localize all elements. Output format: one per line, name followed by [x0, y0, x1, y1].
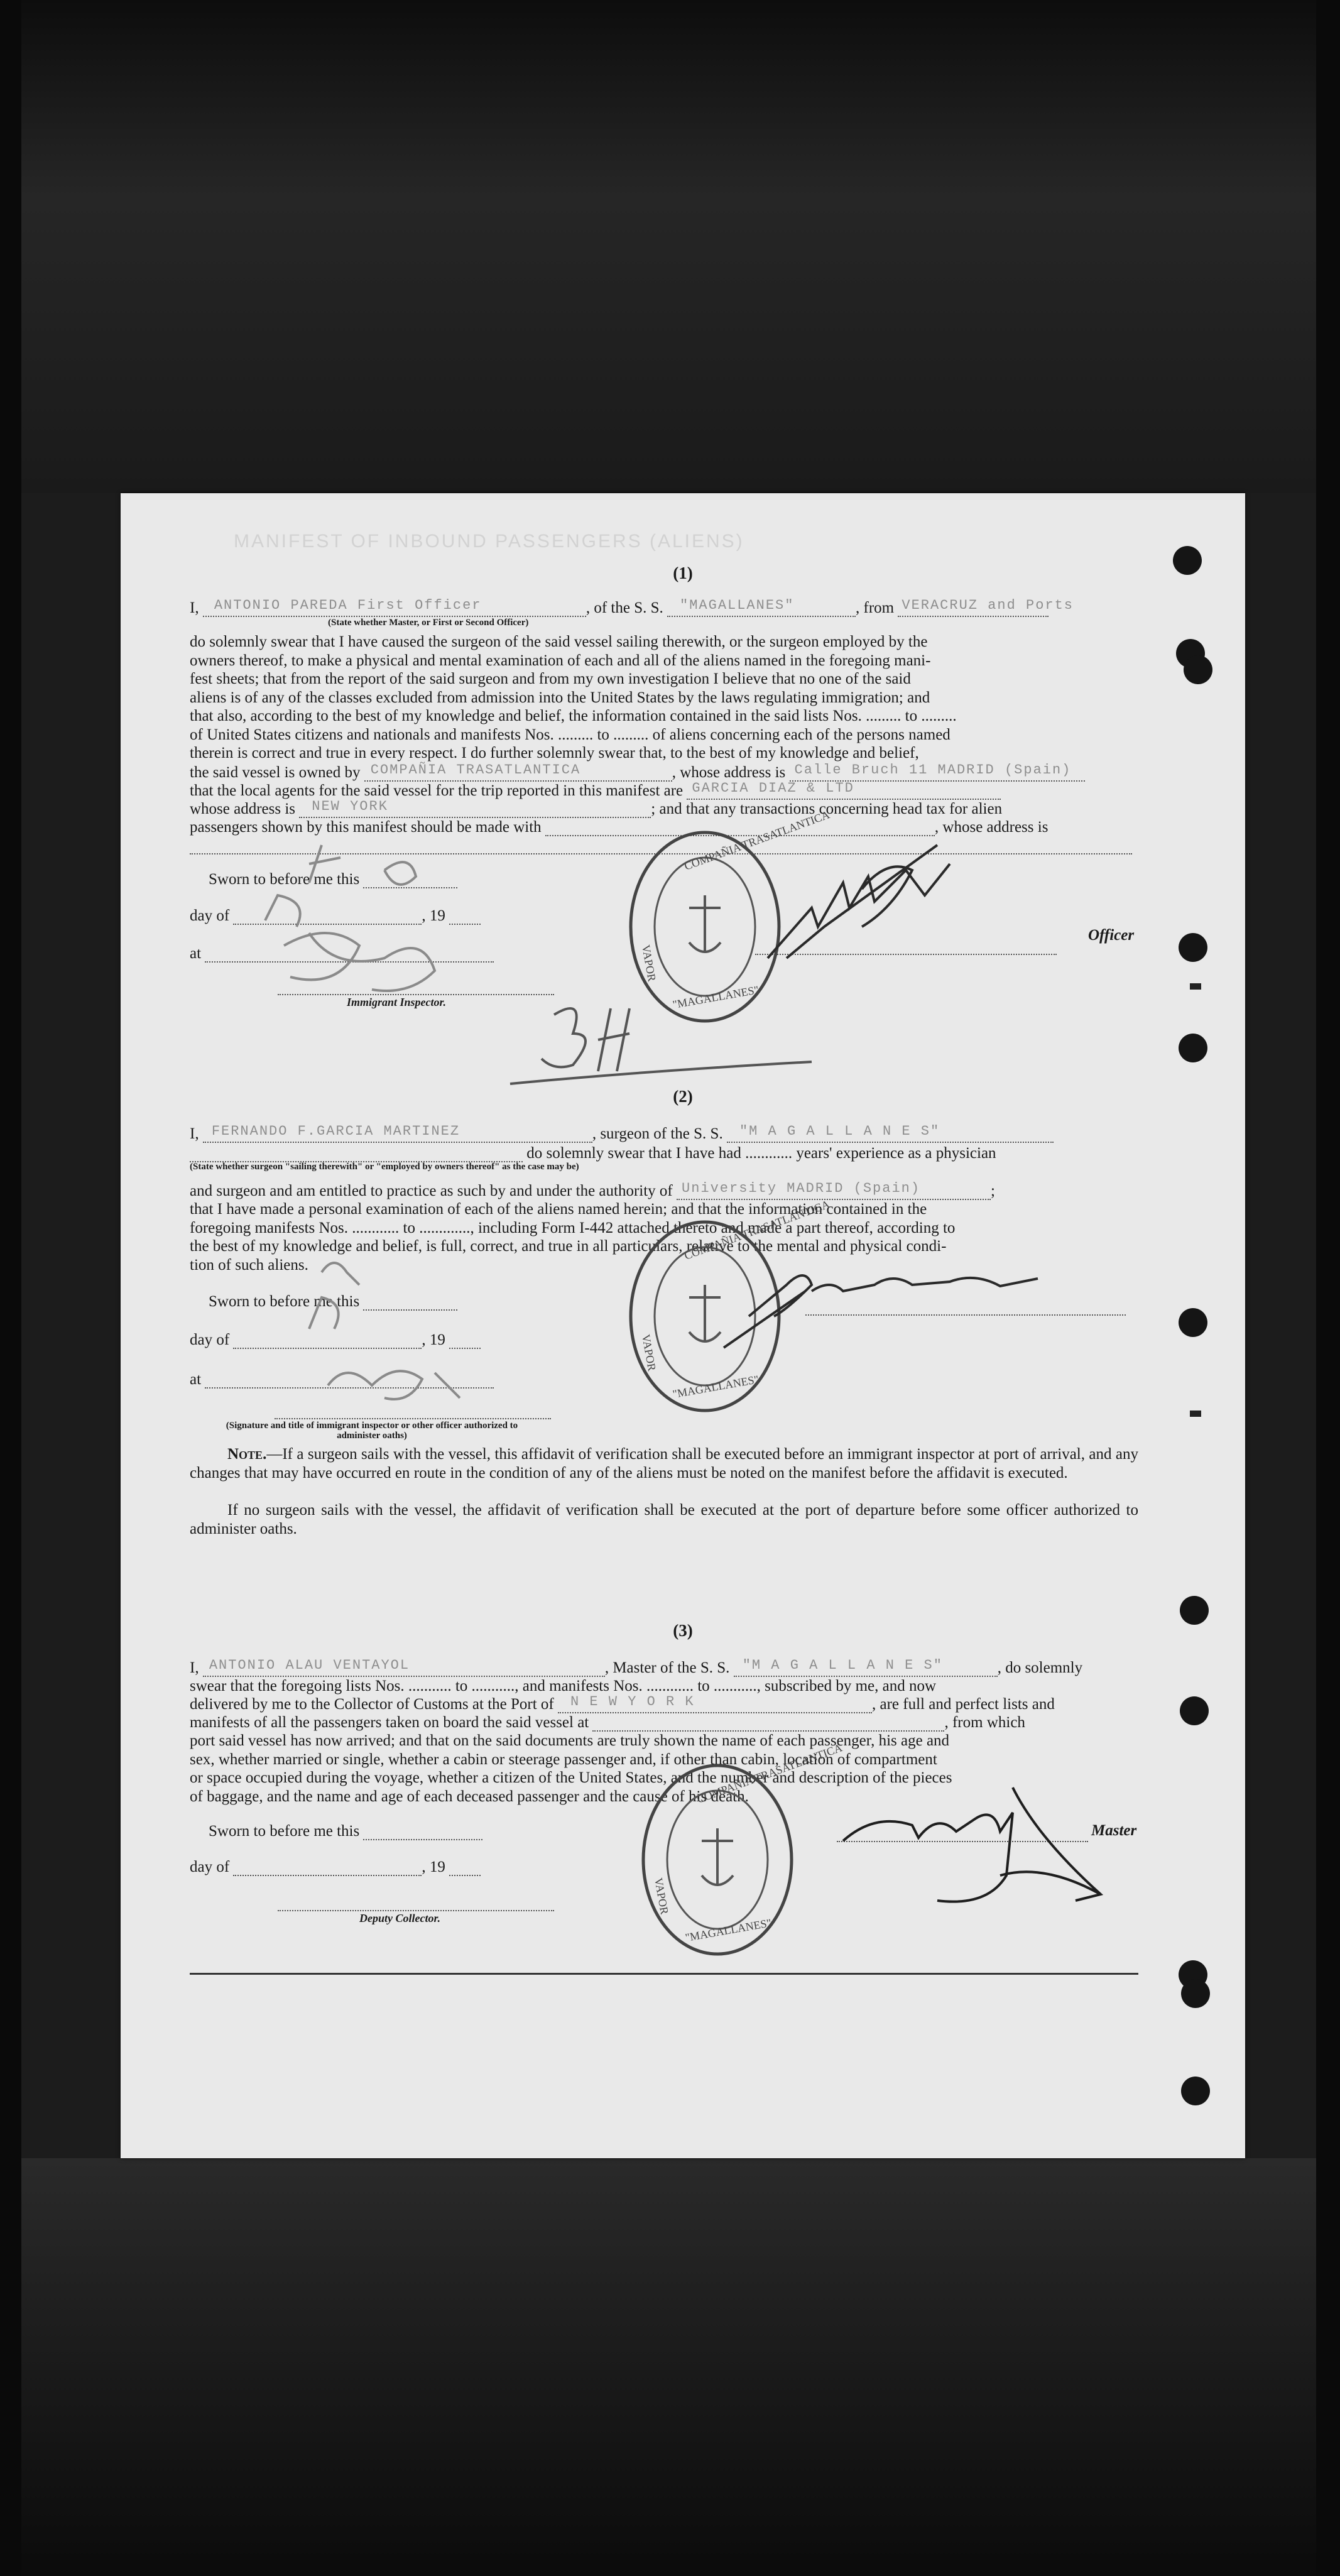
- inspector-mark-3h: [510, 1008, 812, 1084]
- s2-authority-typed: University MADRID (Spain): [682, 1181, 921, 1196]
- inspector-handwriting-1: [265, 845, 435, 991]
- s1-state-note: (State whether Master, or First or Second Officer): [328, 618, 529, 628]
- s2-surgeon-of: , surgeon of the S. S.: [592, 1125, 723, 1142]
- s2-note-2: If no surgeon sails with the vessel, the affidavit of verification shall be executed at the port of departure before some officer authorized to administer oaths.: [190, 1502, 1138, 1537]
- s1-agents-typed: GARCIA DIAZ & LTD: [692, 780, 854, 796]
- s1-of-ss: , of the S. S.: [586, 599, 663, 616]
- officer-signature: [768, 845, 950, 958]
- manifest-page: [121, 493, 1245, 2158]
- s1-body-line: therein is correct and true in every respect. I do further solemnly swear that, to the best of my knowledge and belief,: [190, 745, 919, 761]
- master-signature: [843, 1787, 1101, 1902]
- stamp-bottom-text: "MAGALLANES": [672, 1373, 760, 1400]
- s3-solemnly: , do solemnly: [997, 1659, 1083, 1676]
- s1-body-line: of United States citizens and nationals and manifests Nos. ......... to ......... of aliens concerning each of the persons named: [190, 726, 951, 743]
- section-number-1: (1): [673, 564, 693, 582]
- s3-sworn: Sworn to before me this: [209, 1823, 360, 1840]
- s1-body-line: that also, according to the best of my knowledge and belief, the information contained in the said lists Nos. ......... to .........: [190, 707, 957, 724]
- s1-sworn: Sworn to before me this: [209, 871, 360, 888]
- s1-whose-address-end: , whose address is: [934, 819, 1049, 836]
- s3-name-typed: ANTONIO ALAU VENTAYOL: [209, 1657, 410, 1673]
- s2-body-line: that I have made a personal examination of each of the aliens named herein; and that the information contained in the: [190, 1201, 927, 1218]
- s2-body-line: tion of such aliens.: [190, 1256, 308, 1274]
- s3-body-line: sex, whether married or single, whether a cabin or steerage passenger and, if other than cabin, location of compartment: [190, 1750, 937, 1768]
- s1-name-typed: ANTONIO PAREDA First Officer: [214, 598, 482, 613]
- s3-line3-a: delivered by me to the Collector of Customs at the Port of: [190, 1696, 554, 1713]
- s2-ship-typed: "M A G A L L A N E S": [739, 1123, 940, 1139]
- stamp-top-text: COMPAÑIA TRASATLANTICA: [682, 1198, 832, 1262]
- s3-line-2: swear that the foregoing lists Nos. ........... to ..........., and manifests Nos. ............ to ..........., subscribed by me, and now: [190, 1678, 937, 1695]
- film-edge-right: [1316, 0, 1340, 2576]
- s1-address-is: , whose address is: [672, 764, 786, 781]
- s1-body-line: fest sheets; that from the report of the said surgeon and from my own investigation I believe that no one of the said: [190, 670, 911, 687]
- s3-intro: I,: [190, 1659, 199, 1676]
- stamps-and-signatures: [121, 493, 1245, 2158]
- s1-at: at: [190, 945, 202, 962]
- s2-year: , 19: [422, 1331, 445, 1348]
- section-number-2: (2): [673, 1087, 693, 1106]
- surgeon-signature: [724, 1275, 1038, 1348]
- s3-body-line: port said vessel has now arrived; and that on the said documents are truly shown the name of each passenger, his age and: [190, 1732, 950, 1749]
- s3-line4-a: manifests of all the passengers taken on board the said vessel at: [190, 1714, 589, 1731]
- s1-head-tax-2: passengers shown by this manifest should be made with: [190, 819, 542, 836]
- s1-intro: I,: [190, 599, 199, 616]
- bleed-through-header: MANIFEST OF INBOUND PASSENGERS (ALIENS): [234, 531, 744, 552]
- s3-master-label: Master: [1091, 1822, 1137, 1839]
- s1-body-line: aliens is of any of the classes excluded from admission into the United States by the laws regulating immigration; and: [190, 689, 930, 706]
- s3-body-line: or space occupied during the voyage, whether a citizen of the United States, and the number and description of the pieces: [190, 1769, 952, 1786]
- stamp-left-text: VAPOR: [640, 1333, 658, 1372]
- stamp-bottom-text: "MAGALLANES": [684, 1916, 773, 1944]
- stamp-left-text: VAPOR: [652, 1877, 671, 1916]
- s1-from: , from: [856, 599, 895, 616]
- s3-body-line: of baggage, and the name and age of each deceased passenger and the cause of his death.: [190, 1787, 749, 1805]
- s2-authority: and surgeon and am entitled to practice as such by and under the authority of: [190, 1182, 673, 1199]
- s1-body-line: owners thereof, to make a physical and mental examination of each and all of the aliens named in the foregoing mani-: [190, 652, 931, 669]
- s3-line4-b: , from which: [944, 1714, 1025, 1731]
- film-edge-left: [0, 0, 21, 2576]
- s2-authority-line: and surgeon and am entitled to practice as such by and under the authority of University MADRID (Spain) ;: [190, 1181, 995, 1199]
- s3-year: , 19: [422, 1858, 445, 1875]
- stamp-left-text: VAPOR: [640, 944, 658, 983]
- s2-at: at: [190, 1371, 202, 1388]
- stamp-bottom-text: "MAGALLANES": [672, 983, 760, 1011]
- s1-day-of: day of: [190, 907, 230, 924]
- s1-body-line: do solemnly swear that I have caused the surgeon of the said vessel sailing therewith, or the surgeon employed by the: [190, 633, 928, 650]
- ship-stamp-1: [631, 807, 831, 1021]
- ship-stamp-3: [643, 1740, 844, 1954]
- s2-body-line: foregoing manifests Nos. ............ to ............., including Form I-442 attached thereto and made a part thereof, according to: [190, 1219, 956, 1236]
- s1-inspector-label: Immigrant Inspector.: [347, 996, 447, 1008]
- s1-agents-address-typed: NEW YORK: [312, 799, 388, 814]
- s1-agents: that the local agents for the said vessel for the trip reported in this manifest are: [190, 782, 684, 799]
- s1-owned-by: the said vessel is owned by: [190, 764, 361, 781]
- s2-sworn: Sworn to before me this: [209, 1293, 360, 1310]
- s2-intro: I,: [190, 1125, 199, 1142]
- s3-port-typed: N E W Y O R K: [570, 1694, 695, 1710]
- s1-owner-address-typed: Calle Bruch 11 MADRID (Spain): [794, 762, 1072, 778]
- s2-name-typed: FERNANDO F.GARCIA MARTINEZ: [211, 1123, 460, 1139]
- s1-owner-typed: COMPAÑIA TRASATLANTICA: [370, 762, 581, 778]
- s2-state-note: (State whether surgeon "sailing therewith" or "employed by owners thereof" as the case may be): [190, 1162, 579, 1172]
- stamp-top-text: COMPAÑIA TRASATLANTICA: [682, 808, 832, 873]
- film-margin-top: [0, 0, 1340, 493]
- s1-head-tax: ; and that any transactions concerning head tax for alien: [651, 800, 1003, 817]
- ship-stamp-2: [631, 1197, 831, 1411]
- s3-day-of: day of: [190, 1858, 230, 1875]
- s2-body-line: the best of my knowledge and belief, is full, correct, and true in all particulars, relative to the mental and physical condi-: [190, 1238, 947, 1255]
- s3-line3-b: , are full and perfect lists and: [872, 1696, 1055, 1713]
- s1-ship-typed: "MAGALLANES": [680, 598, 795, 613]
- section-number-3: (3): [673, 1621, 693, 1640]
- inspector-handwriting-2: [309, 1263, 460, 1399]
- film-margin-bottom: [0, 2158, 1340, 2576]
- s2-sig-title: (Signature and title of immigrant inspector or other officer authorized to administer oaths): [226, 1421, 518, 1441]
- s2-day-of: day of: [190, 1331, 230, 1348]
- s2-note-label: Note.: [227, 1446, 267, 1463]
- s1-whose-address: whose address is: [190, 800, 296, 817]
- s2-note-text: —If a surgeon sails with the vessel, this affidavit of verification shall be executed before an immigrant inspector at port of arrival, and any changes that may have occurred en route in the condition of any of the aliens must be noted on the manifest before the affidavit is executed.: [190, 1446, 1138, 1482]
- s1-officer-label: Officer: [1088, 927, 1135, 944]
- s3-collector-label: Deputy Collector.: [359, 1912, 440, 1924]
- stamp-top-text: COMPAÑIA TRASATLANTICA: [695, 1741, 844, 1806]
- s1-from-typed: VERACRUZ and Ports: [902, 598, 1074, 613]
- s3-ship-typed: "M A G A L L A N E S": [742, 1657, 943, 1673]
- s1-year: , 19: [422, 907, 445, 924]
- s3-master-of: , Master of the S. S.: [604, 1659, 730, 1676]
- s2-swear: do solemnly swear that I have had ............ years' experience as a physician: [526, 1145, 996, 1162]
